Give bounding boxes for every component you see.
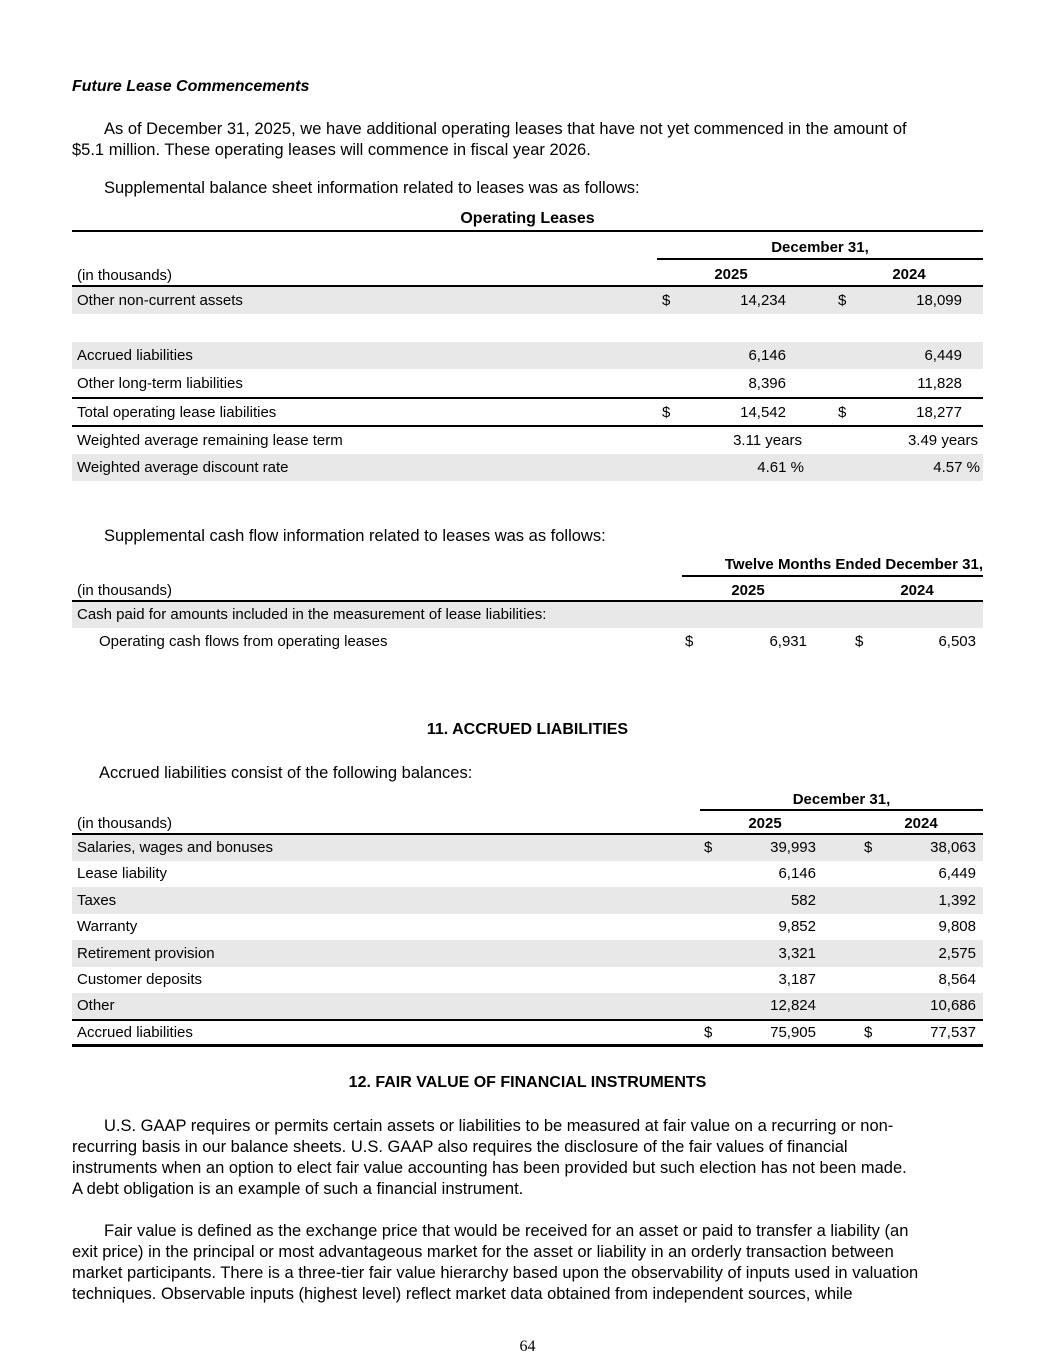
future-lease-para-line2: $5.1 million. These operating leases will commence in fiscal year 2026. [72,141,591,159]
value-2025: 3.11 years [733,432,802,449]
value-2024: 11,828 [917,375,962,392]
value-2024: 77,537 [930,1024,976,1041]
column-header-2024: 2024 [892,266,926,283]
value-2025: 3,187 [778,971,816,988]
value-2025: 6,931 [769,633,807,650]
table-row [72,861,983,887]
value-2024: 9,808 [938,918,976,935]
table-row [72,940,983,967]
table-row-spacer [72,314,983,342]
row-label: Retirement provision [77,945,215,962]
row-label: Other non-current assets [77,292,243,309]
value-2025: 9,852 [778,918,816,935]
value-2025: 14,542 [740,404,786,421]
value-2025: 75,905 [770,1024,816,1041]
table-row [72,342,983,369]
fair-value-para2-line: Fair value is defined as the exchange price that would be received for an asset or paid to transfer a liability (an [104,1222,909,1240]
table-group-row [72,602,983,628]
row-label: Customer deposits [77,971,203,988]
value-2025: 6,146 [748,347,786,364]
value-2024: 1,392 [938,892,976,909]
table-row [72,427,983,454]
table-row [72,628,983,655]
fair-value-para2-line: exit price) in the principal or most advantageous market for the asset or liability in an orderly transaction between [72,1243,894,1261]
dollar-sign: $ [838,292,847,309]
value-2024: 38,063 [930,839,976,856]
dollar-sign: $ [855,633,864,650]
value-2024: 18,277 [916,404,962,421]
section-title: 11. ACCRUED LIABILITIES [426,721,629,738]
row-label: Other long-term liabilities [77,375,243,392]
section-title: 12. FAIR VALUE OF FINANCIAL INSTRUMENTS [348,1074,707,1091]
period-header: December 31, [771,239,869,256]
row-label: Weighted average discount rate [77,459,289,476]
column-header-2024: 2024 [904,815,938,832]
row-label: Weighted average remaining lease term [77,432,343,449]
row-label: Taxes [77,892,117,909]
period-header: Twelve Months Ended December 31, [724,556,983,573]
fair-value-para2-line: techniques. Observable inputs (highest level) reflect market data obtained from independent sources, while [72,1285,853,1303]
value-2024: 4.57 % [933,459,980,476]
cash-flow-intro: Supplemental cash flow information related to leases was as follows: [104,527,606,545]
row-label: Accrued liabilities [77,347,193,364]
value-2025: 14,234 [740,292,786,309]
value-2024: 10,686 [930,997,976,1014]
fair-value-para1-line: U.S. GAAP requires or permits certain assets or liabilities to be measured at fair value on a recurring or non- [104,1117,894,1135]
dollar-sign: $ [662,292,671,309]
value-2025: 8,396 [748,375,786,392]
future-lease-heading: Future Lease Commencements [72,78,310,95]
value-2025: 12,824 [770,997,816,1014]
period-header-rule [657,258,983,260]
table-row-total [72,399,983,426]
fair-value-para1-line: instruments when an option to elect fair value accounting has been provided but such election has not been made. [72,1159,907,1177]
table-row [72,967,983,993]
value-2025: 6,146 [778,865,816,882]
row-label: Lease liability [77,865,168,882]
row-label: Operating cash flows from operating leases [99,633,388,650]
value-2024: 6,503 [938,633,976,650]
period-header-rule [682,575,983,577]
period-header: December 31, [792,791,891,808]
dollar-sign: $ [685,633,694,650]
operating-leases-title: Operating Leases [460,210,595,227]
balance-sheet-intro: Supplemental balance sheet information related to leases was as follows: [104,179,640,197]
double-total-rule [72,1044,983,1047]
dollar-sign: $ [704,1024,713,1041]
period-header-rule [700,809,983,811]
value-2025: 4.61 % [757,459,804,476]
fair-value-para1-line: A debt obligation is an example of such a financial instrument. [72,1180,524,1198]
future-lease-para-line1: As of December 31, 2025, we have additional operating leases that have not yet commenced in the amount of [104,120,907,138]
column-header-2025: 2025 [748,815,782,832]
units-label: (in thousands) [77,815,173,832]
dollar-sign: $ [864,839,873,856]
value-2024: 18,099 [916,292,962,309]
column-header-2025: 2025 [731,582,765,599]
table-row-total [72,1021,983,1045]
dollar-sign: $ [704,839,713,856]
fair-value-para1-line: recurring basis in our balance sheets. U.S. GAAP also requires the disclosure of the fair values of financial [72,1138,848,1156]
value-2024: 6,449 [924,347,962,364]
units-label: (in thousands) [77,267,173,284]
dollar-sign: $ [838,404,847,421]
accrued-intro: Accrued liabilities consist of the following balances: [99,764,473,782]
dollar-sign: $ [864,1024,873,1041]
row-label: Warranty [77,918,138,935]
row-label: Total operating lease liabilities [77,404,277,421]
value-2025: 39,993 [770,839,816,856]
column-header-2024: 2024 [900,582,934,599]
column-header-2025: 2025 [714,266,748,283]
value-2025: 3,321 [778,945,816,962]
value-2025: 582 [790,892,816,909]
table-row [72,287,983,314]
table-row [72,993,983,1019]
value-2024: 2,575 [938,945,976,962]
dollar-sign: $ [662,404,671,421]
value-2024: 3.49 years [907,432,978,449]
table-row [72,914,983,940]
table-row [72,370,983,397]
row-label: Accrued liabilities [77,1024,193,1041]
table-row [72,454,983,481]
row-label: Other [77,997,115,1014]
table-row [72,887,983,914]
units-label: (in thousands) [77,582,173,599]
group-label: Cash paid for amounts included in the measurement of lease liabilities: [77,606,547,623]
value-2024: 6,449 [938,865,976,882]
row-label: Salaries, wages and bonuses [77,839,273,856]
table-top-rule [72,230,983,232]
table-row [72,835,983,861]
value-2024: 8,564 [938,971,976,988]
fair-value-para2-line: market participants. There is a three-tier fair value hierarchy based upon the observability of inputs used in valuation [72,1264,919,1282]
page-number: 64 [519,1338,536,1355]
